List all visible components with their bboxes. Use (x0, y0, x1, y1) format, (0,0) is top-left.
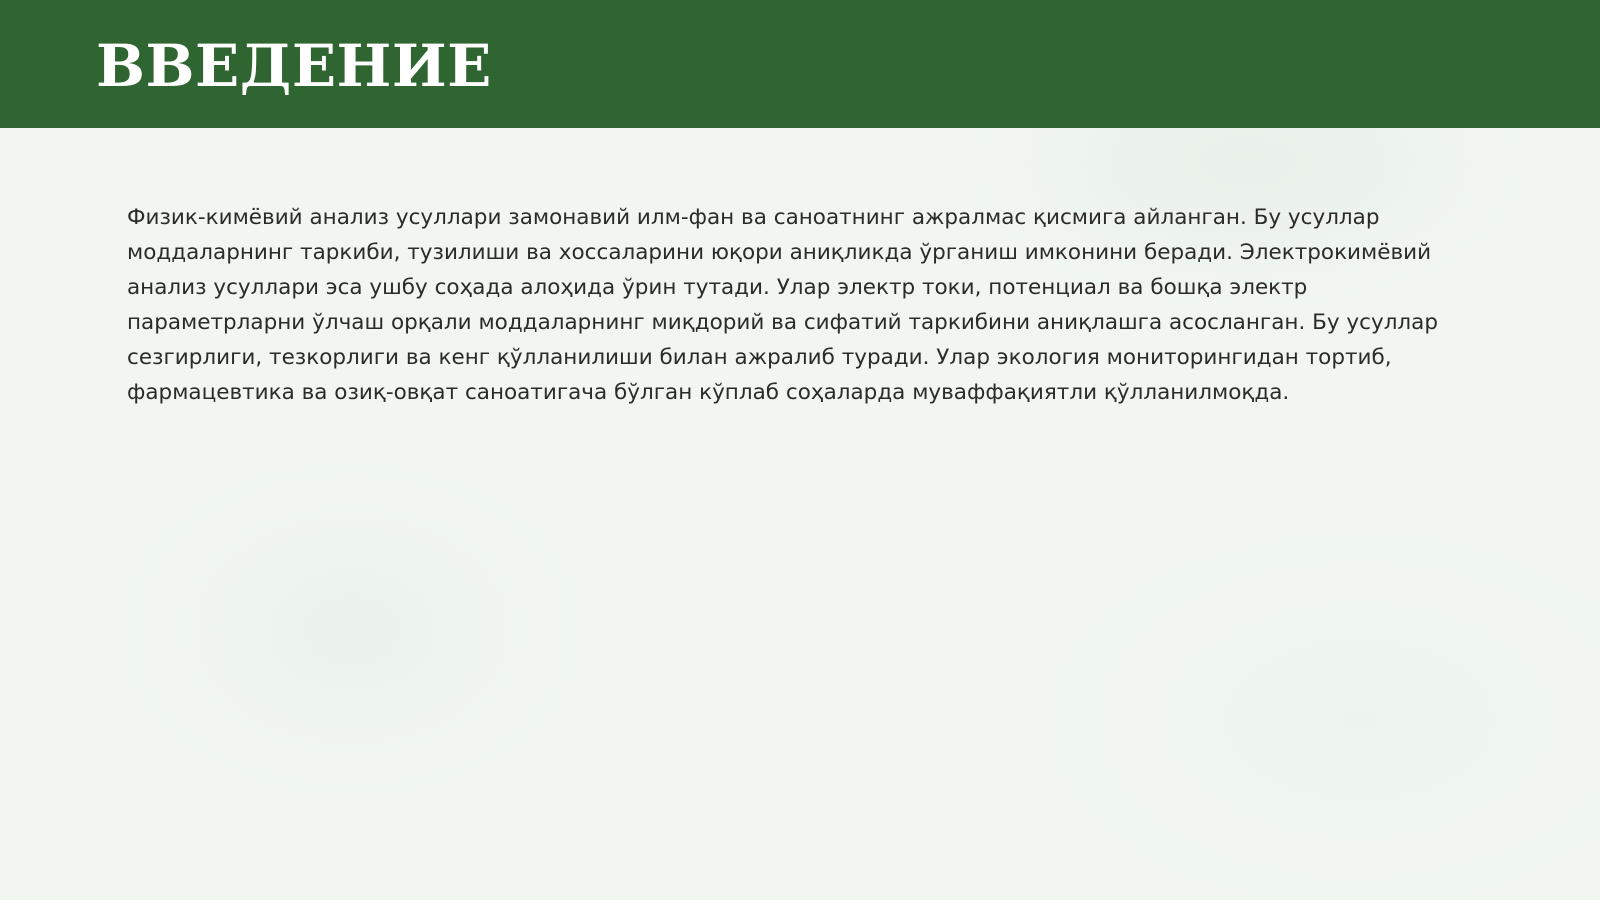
title-bar (0, 0, 1600, 128)
body-paragraph: Физик-кимёвий анализ усуллари замонавий илм-фан ва саноатнинг ажралмас қисмига айланган. Бу усуллар моддаларнинг таркиби, тузилиши ва хоссаларини юқори аниқликда ўрганиш имконини беради. Электрокимёвий анализ усуллари эса ушбу соҳада алоҳида ўрин тутади. Улар электр токи, потенциал ва бошқа электр параметрларни ўлчаш орқали моддаларнинг миқдорий ва сифатий таркибини аниқлашга асосланган. Бу усуллар сезгирлиги, тезкорлиги ва кенг қўлланилиши билан ажралиб туради. Улар экология мониторингидан тортиб, фармацевтика ва озиқ-овқат саноатигача бўлган кўплаб соҳаларда муваффақиятли қўлланилмоқда. (127, 205, 1438, 405)
slide-title: ВВЕДЕНИЕ (96, 32, 492, 100)
